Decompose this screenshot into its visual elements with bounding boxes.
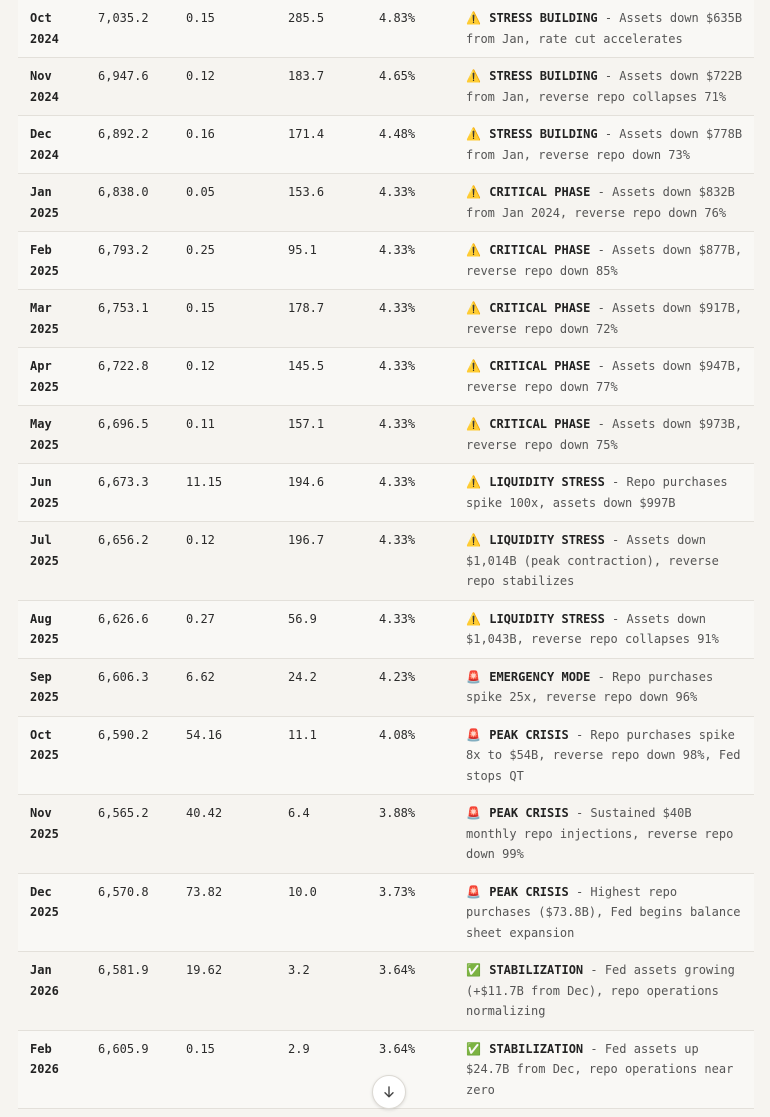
- phase-label: PEAK CRISIS: [489, 806, 569, 820]
- status-cell: [454, 952, 754, 1031]
- month-year: 2025: [30, 905, 59, 919]
- month-name: Dec: [30, 127, 52, 141]
- table-row: [18, 348, 754, 406]
- status-cell: [454, 873, 754, 952]
- reverse-repo-cell: 145.5: [288, 359, 325, 373]
- phase-note: - Fed assets up $24.7B from Dec, repo operations near zero: [466, 1041, 734, 1097]
- month-year: 2025: [30, 826, 59, 841]
- month-year: 2025: [30, 690, 59, 704]
- month-name: Sep: [30, 669, 52, 684]
- month-name: Oct: [30, 11, 52, 25]
- month-year: 2026: [30, 983, 59, 998]
- fed-assets-cell: 6,696.5: [98, 417, 149, 431]
- month-cell: [18, 290, 86, 348]
- repo-purchases-cell: 0.27: [186, 611, 215, 626]
- fed-assets-cell: 6,605.9: [98, 1041, 149, 1056]
- phase-label: STABILIZATION: [489, 1041, 584, 1056]
- phase-note: - Assets down $947B, reverse repo down 77%: [466, 359, 743, 394]
- month-cell: [18, 795, 86, 874]
- month-year: 2025: [30, 263, 59, 278]
- phase-label: LIQUIDITY STRESS: [489, 611, 605, 626]
- fed-assets-cell: 6,570.8: [98, 884, 149, 899]
- rate-cell: 4.65%: [379, 69, 416, 83]
- reverse-repo-cell: 178.7: [288, 301, 325, 315]
- warning-icon: ⚠️: [466, 417, 481, 431]
- reverse-repo-cell: 95.1: [288, 243, 317, 257]
- phase-label: LIQUIDITY STRESS: [489, 533, 605, 547]
- status-cell: [454, 600, 754, 658]
- rate-cell: 4.33%: [379, 533, 416, 547]
- reverse-repo-cell: 3.2: [288, 963, 310, 977]
- table-row: [18, 873, 754, 952]
- rate-cell: 4.33%: [379, 359, 416, 373]
- month-name: Jan: [30, 185, 52, 199]
- status-cell: [454, 464, 754, 522]
- phase-label: PEAK CRISIS: [489, 884, 569, 899]
- siren-icon: 🚨: [466, 727, 481, 742]
- month-name: Jan: [30, 963, 52, 977]
- repo-purchases-cell: 0.12: [186, 359, 215, 373]
- fed-assets-cell: 6,793.2: [98, 243, 149, 257]
- repo-purchases-cell: 0.16: [186, 127, 215, 141]
- reverse-repo-cell: 10.0: [288, 884, 317, 899]
- month-cell: [18, 232, 86, 290]
- phase-label: CRITICAL PHASE: [489, 301, 591, 315]
- phase-label: PEAK CRISIS: [489, 727, 569, 742]
- fed-assets-cell: 6,892.2: [98, 127, 149, 141]
- warning-icon: ⚠️: [466, 611, 481, 626]
- status-cell: [454, 522, 754, 601]
- month-year: 2025: [30, 632, 59, 646]
- fed-assets-cell: 6,673.3: [98, 475, 149, 489]
- warning-icon: ⚠️: [466, 359, 481, 373]
- rate-cell: 4.33%: [379, 301, 416, 315]
- reverse-repo-cell: 183.7: [288, 69, 325, 83]
- repo-purchases-cell: 0.25: [186, 243, 215, 257]
- reverse-repo-cell: 2.9: [288, 1041, 310, 1056]
- reverse-repo-cell: 56.9: [288, 611, 317, 626]
- repo-purchases-cell: 0.12: [186, 69, 215, 83]
- warning-icon: ⚠️: [466, 11, 481, 25]
- month-year: 2025: [30, 748, 59, 762]
- rate-cell: 4.83%: [379, 11, 416, 25]
- repo-purchases-cell: 19.62: [186, 963, 223, 977]
- table-row: [18, 58, 754, 116]
- phase-note: - Assets down $1,014B (peak contraction), reverse repo stabilizes: [466, 533, 719, 588]
- phase-label: EMERGENCY MODE: [489, 669, 591, 684]
- warning-icon: ⚠️: [466, 127, 481, 141]
- phase-note: - Assets down $1,043B, reverse repo collapses 91%: [466, 611, 719, 646]
- status-cell: [454, 406, 754, 464]
- fed-assets-cell: 6,581.9: [98, 963, 149, 977]
- repo-purchases-cell: 73.82: [186, 884, 223, 899]
- table-row: [18, 290, 754, 348]
- rate-cell: 4.08%: [379, 727, 416, 742]
- rate-cell: 4.33%: [379, 243, 416, 257]
- repo-purchases-cell: 0.15: [186, 301, 215, 315]
- month-year: 2025: [30, 321, 59, 336]
- reverse-repo-cell: 153.6: [288, 185, 325, 199]
- month-cell: [18, 1030, 86, 1109]
- month-year: 2025: [30, 205, 59, 220]
- month-cell: [18, 174, 86, 232]
- repo-purchases-cell: 6.62: [186, 669, 215, 684]
- status-cell: [454, 348, 754, 406]
- month-year: 2025: [30, 437, 59, 452]
- month-year: 2024: [30, 147, 59, 162]
- fed-assets-cell: 7,035.2: [98, 11, 149, 25]
- repo-purchases-cell: 0.15: [186, 11, 215, 25]
- month-name: Nov: [30, 69, 52, 83]
- repo-purchases-cell: 11.15: [186, 475, 223, 489]
- warning-icon: ⚠️: [466, 69, 481, 83]
- status-cell: [454, 1030, 754, 1109]
- month-cell: [18, 952, 86, 1031]
- month-name: Mar: [30, 301, 52, 315]
- table-row: [18, 795, 754, 874]
- phase-label: CRITICAL PHASE: [489, 417, 591, 431]
- phase-note: - Repo purchases spike 25x, reverse repo down 96%: [466, 669, 714, 704]
- siren-icon: 🚨: [466, 884, 481, 899]
- status-cell: [454, 0, 754, 58]
- rate-cell: 4.33%: [379, 475, 416, 489]
- phase-label: STABILIZATION: [489, 963, 584, 977]
- phase-note: - Repo purchases spike 8x to $54B, reverse repo down 98%, Fed stops QT: [466, 727, 741, 783]
- fed-assets-cell: 6,722.8: [98, 359, 149, 373]
- status-cell: [454, 716, 754, 795]
- month-year: 2025: [30, 495, 59, 510]
- phase-label: STRESS BUILDING: [489, 11, 598, 25]
- month-name: Oct: [30, 727, 52, 742]
- rate-cell: 3.88%: [379, 806, 416, 820]
- month-cell: [18, 600, 86, 658]
- arrow-down-icon: [382, 1085, 396, 1099]
- status-cell: [454, 795, 754, 874]
- phase-note: - Assets down $917B, reverse repo down 72%: [466, 301, 743, 336]
- reverse-repo-cell: 157.1: [288, 417, 325, 431]
- status-cell: [454, 116, 754, 174]
- table-row: [18, 716, 754, 795]
- rate-cell: 3.64%: [379, 1041, 416, 1056]
- rate-cell: 3.64%: [379, 963, 416, 977]
- fed-assets-cell: 6,606.3: [98, 669, 149, 684]
- phase-label: STRESS BUILDING: [489, 127, 598, 141]
- month-year: 2024: [30, 89, 59, 104]
- month-year: 2024: [30, 31, 59, 46]
- month-name: Apr: [30, 359, 52, 373]
- table-row: [18, 406, 754, 464]
- fed-assets-cell: 6,947.6: [98, 69, 149, 83]
- status-cell: [454, 232, 754, 290]
- table-row: [18, 116, 754, 174]
- fed-assets-cell: 6,626.6: [98, 611, 149, 626]
- status-cell: [454, 174, 754, 232]
- rate-cell: 4.23%: [379, 669, 416, 684]
- phase-note: - Assets down $877B, reverse repo down 85%: [466, 243, 743, 278]
- phase-note: - Assets down $722B from Jan, reverse repo collapses 71%: [466, 69, 743, 104]
- month-cell: [18, 716, 86, 795]
- table-row: [18, 952, 754, 1031]
- phase-note: - Highest repo purchases ($73.8B), Fed begins balance sheet expansion: [466, 884, 741, 940]
- month-year: 2025: [30, 379, 59, 394]
- reverse-repo-cell: 285.5: [288, 11, 325, 25]
- phase-label: CRITICAL PHASE: [489, 185, 591, 199]
- phase-note: - Fed assets growing (+$11.7B from Dec), repo operations normalizing: [466, 963, 735, 1018]
- scroll-down-button[interactable]: [372, 1075, 406, 1109]
- phase-note: - Sustained $40B monthly repo injections, reverse repo down 99%: [466, 806, 734, 861]
- reverse-repo-cell: 11.1: [288, 727, 317, 742]
- checkmark-icon: ✅: [466, 1041, 481, 1056]
- fed-assets-cell: 6,838.0: [98, 185, 149, 199]
- rate-cell: 4.33%: [379, 417, 416, 431]
- month-name: Jun: [30, 475, 52, 489]
- warning-icon: ⚠️: [466, 475, 481, 489]
- month-year: 2025: [30, 553, 59, 568]
- month-cell: [18, 658, 86, 716]
- phase-label: LIQUIDITY STRESS: [489, 475, 605, 489]
- month-name: Feb: [30, 243, 52, 257]
- fed-assets-cell: 6,590.2: [98, 727, 149, 742]
- table-row: [18, 0, 754, 58]
- repo-purchases-cell: 0.12: [186, 533, 215, 547]
- reverse-repo-cell: 6.4: [288, 806, 310, 820]
- siren-icon: 🚨: [466, 806, 481, 820]
- phase-label: CRITICAL PHASE: [489, 243, 591, 257]
- month-name: Feb: [30, 1041, 52, 1056]
- repo-purchases-cell: 0.15: [186, 1041, 215, 1056]
- rate-cell: 4.33%: [379, 611, 416, 626]
- fed-assets-cell: 6,565.2: [98, 806, 149, 820]
- phase-note: - Assets down $778B from Jan, reverse repo down 73%: [466, 127, 743, 162]
- warning-icon: ⚠️: [466, 301, 481, 315]
- month-cell: [18, 0, 86, 58]
- phase-note: - Repo purchases spike 100x, assets down $997B: [466, 475, 728, 510]
- reverse-repo-cell: 196.7: [288, 533, 325, 547]
- checkmark-icon: ✅: [466, 963, 481, 977]
- table-row: [18, 522, 754, 601]
- reverse-repo-cell: 24.2: [288, 669, 317, 684]
- month-cell: [18, 58, 86, 116]
- month-cell: [18, 406, 86, 464]
- repo-purchases-cell: 54.16: [186, 727, 223, 742]
- fed-assets-cell: 6,656.2: [98, 533, 149, 547]
- month-cell: [18, 522, 86, 601]
- month-cell: [18, 873, 86, 952]
- timeline-table-container: [18, 0, 754, 1109]
- timeline-table-body: [18, 0, 754, 1109]
- month-year: 2026: [30, 1062, 59, 1076]
- warning-icon: ⚠️: [466, 185, 481, 199]
- reverse-repo-cell: 194.6: [288, 475, 325, 489]
- table-row: [18, 232, 754, 290]
- phase-note: - Assets down $635B from Jan, rate cut accelerates: [466, 11, 743, 46]
- repo-purchases-cell: 0.11: [186, 417, 215, 431]
- rate-cell: 3.73%: [379, 884, 416, 899]
- status-cell: [454, 658, 754, 716]
- phase-label: STRESS BUILDING: [489, 69, 598, 83]
- table-row: [18, 600, 754, 658]
- warning-icon: ⚠️: [466, 533, 481, 547]
- rate-cell: 4.48%: [379, 127, 416, 141]
- repo-purchases-cell: 40.42: [186, 806, 223, 820]
- month-name: Nov: [30, 806, 52, 820]
- month-cell: [18, 348, 86, 406]
- status-cell: [454, 58, 754, 116]
- phase-note: - Assets down $832B from Jan 2024, reverse repo down 76%: [466, 185, 735, 220]
- table-row: [18, 464, 754, 522]
- month-cell: [18, 116, 86, 174]
- siren-icon: 🚨: [466, 669, 481, 684]
- month-name: Jul: [30, 533, 52, 547]
- status-cell: [454, 290, 754, 348]
- table-row: [18, 658, 754, 716]
- reverse-repo-cell: 171.4: [288, 127, 325, 141]
- phase-label: CRITICAL PHASE: [489, 359, 591, 373]
- month-name: Dec: [30, 884, 52, 899]
- month-name: May: [30, 417, 52, 431]
- rate-cell: 4.33%: [379, 185, 416, 199]
- month-name: Aug: [30, 611, 52, 626]
- table-row: [18, 174, 754, 232]
- fed-assets-cell: 6,753.1: [98, 301, 149, 315]
- month-cell: [18, 464, 86, 522]
- phase-note: - Assets down $973B, reverse repo down 75%: [466, 417, 743, 452]
- repo-purchases-cell: 0.05: [186, 185, 215, 199]
- warning-icon: ⚠️: [466, 243, 481, 257]
- timeline-table: [18, 0, 754, 1109]
